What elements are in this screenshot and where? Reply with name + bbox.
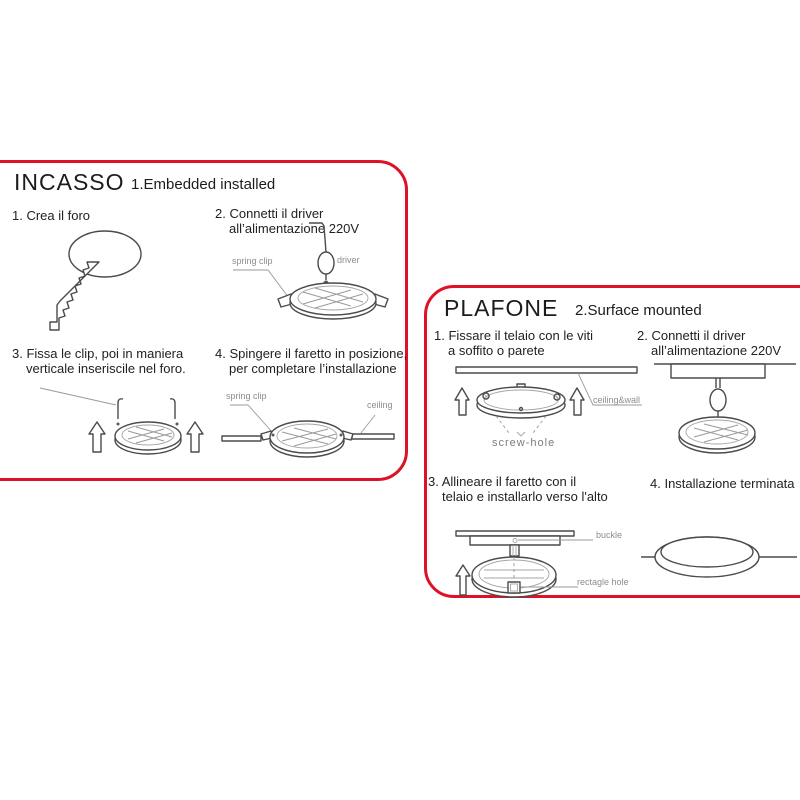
plafone-step-2-text (637, 328, 781, 358)
power-wire (309, 223, 326, 252)
spring-clips (118, 399, 175, 419)
step-line: 1. Crea il foro (12, 208, 91, 223)
step-line: all’alimentazione 220V (229, 221, 360, 236)
plafone-step-1-text (434, 328, 593, 358)
connect-driver-surface-illustration (650, 360, 798, 466)
connect-driver-illustration (225, 218, 395, 330)
step-line: verticale inseriscile nel foro. (26, 361, 186, 376)
up-arrow (456, 565, 470, 595)
hole-ellipse (69, 231, 141, 277)
step-line: telaio e installarlo verso l'alto (442, 489, 608, 504)
downlight-fixture (290, 283, 376, 319)
buckle-label: buckle (596, 530, 623, 540)
incasso-subtitle: 1.Embedded installed (131, 176, 276, 193)
clip-leader-line (40, 388, 116, 405)
incasso-title: INCASSO (14, 169, 125, 195)
screw-hole-label: screw-hole (492, 437, 556, 449)
ceiling-bar (456, 367, 637, 373)
step-line: 1. Fissare il telaio con le viti (434, 328, 593, 343)
step-line: all’alimentazione 220V (651, 343, 782, 358)
spring-clip-leader-line (230, 405, 273, 433)
spring-clip-label: spring clip (226, 391, 267, 401)
saw-icon (50, 262, 99, 330)
spring-clip-leader-line (233, 270, 289, 298)
plafone-step-4-text (650, 476, 795, 491)
mounted-frame (671, 364, 765, 378)
mounted-frame (470, 536, 560, 545)
downlight-fixture (115, 422, 181, 454)
step-line: 4. Installazione terminata (650, 476, 795, 491)
downlight-fixture (270, 421, 344, 457)
frame-stub (716, 378, 720, 388)
buckle-tab (510, 545, 519, 556)
mounted-lamp (655, 537, 759, 577)
finished-installation-illustration (640, 530, 798, 588)
driver-label: driver (337, 255, 360, 265)
step-line: 3. Allineare il faretto con il (428, 474, 577, 489)
step-line: 2. Connetti il driver (637, 328, 746, 343)
step-line: a soffito o parete (448, 343, 545, 358)
plafone-subtitle: 2.Surface mounted (575, 302, 702, 319)
plafone-step-3-text (428, 474, 608, 504)
downlight-fixture (679, 417, 755, 453)
ceiling-leader-line (361, 415, 375, 433)
insert-vertical-illustration (30, 385, 215, 460)
rectangle-hole-label: rectagle hole (577, 577, 629, 587)
ceiling-label: ceiling (367, 400, 393, 410)
incasso-step-1-text (12, 208, 90, 223)
ceiling-wall-label: ceiling&wall (593, 395, 641, 405)
incasso-step-4-text (215, 346, 407, 376)
driver-shape (710, 389, 726, 411)
step-line: per completare l’installazione (229, 361, 397, 376)
spring-clip-label: spring clip (232, 256, 273, 266)
step-line: 2. Connetti il driver (215, 206, 324, 221)
plafone-title: PLAFONE (444, 295, 559, 321)
driver-shape (318, 252, 334, 274)
ceiling-bar (456, 531, 574, 536)
step-line: 3. Fissa le clip, poi in maniera (12, 346, 184, 361)
mounting-frame (477, 384, 565, 418)
cut-hole-illustration (48, 224, 163, 336)
screw-hole-pointer (496, 416, 546, 436)
downlight-fixture (472, 557, 556, 597)
incasso-step-3-text (12, 346, 186, 376)
step-line: 4. Spingere il faretto in posizione, (215, 346, 408, 361)
